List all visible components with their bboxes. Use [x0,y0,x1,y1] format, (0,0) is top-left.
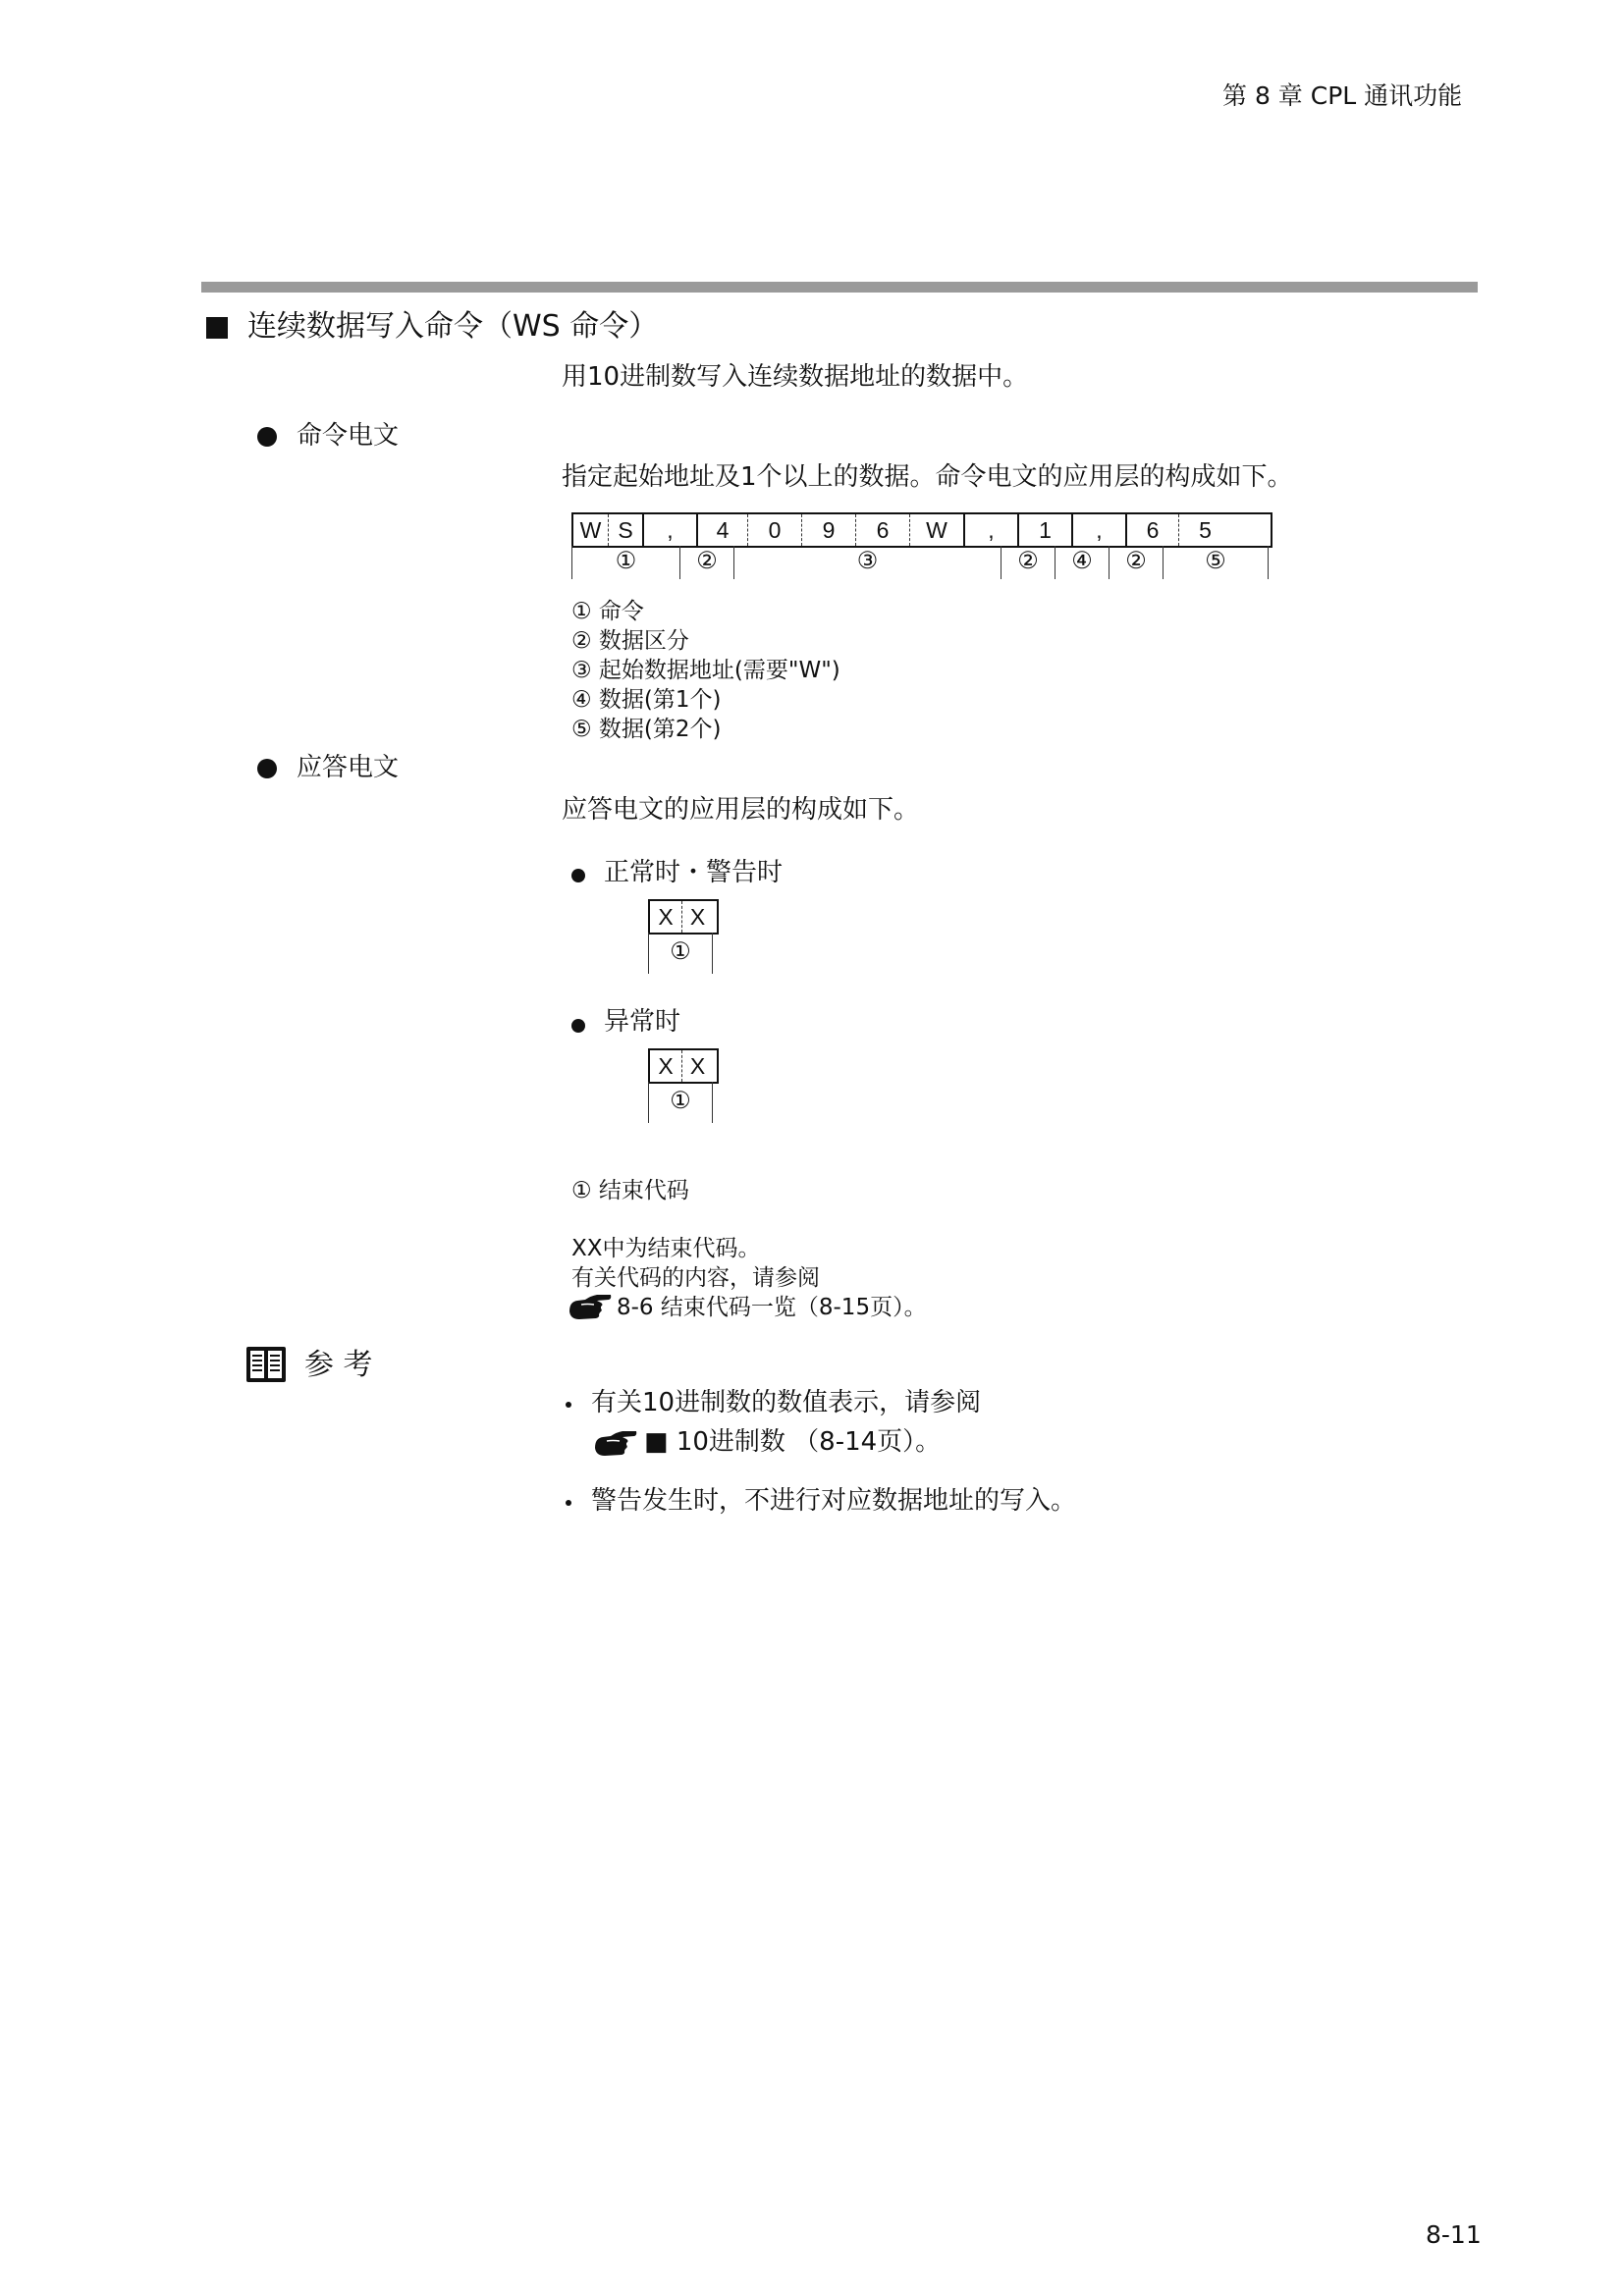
normal-case-title: 正常时・警告时 [604,858,784,887]
normal-response-frame [648,899,719,934]
cross-reference[interactable]: 8-6 结束代码一览（8-15页）。 [617,1295,927,1320]
frame-byte: 9 [801,514,855,546]
frame-field-label: ② [1109,546,1163,579]
note-text: 有关代码的内容，请参阅 [571,1265,820,1291]
frame-byte: 1 [1017,514,1071,546]
frame-byte: 0 [747,514,801,546]
frame-byte: X [658,1053,674,1079]
frame-field-label: ① [648,1082,713,1123]
frame-byte: , [963,514,1017,546]
frame-field-label: ② [679,546,733,579]
frame-field-label: ① [571,546,679,579]
section-intro: 用10进制数写入连续数据地址的数据中。 [562,362,1029,392]
section-title: 连续数据写入命令（WS 命令） [247,309,659,344]
section-divider [201,282,1478,293]
frame-byte: , [642,514,696,546]
frame-byte: W [579,517,602,543]
frame-byte: 5 [1178,514,1231,546]
legend-item: ① 结束代码 [571,1178,689,1203]
pointing-hand-icon [568,1292,613,1321]
command-frame [571,512,1272,548]
reference-heading: 参 考 [304,1348,373,1382]
abnormal-case-title: 异常时 [604,1007,681,1037]
abnormal-response-frame [648,1048,719,1084]
frame-byte: , [1071,514,1125,546]
response-description: 应答电文的应用层的构成如下。 [562,795,920,825]
reference-item: 有关10进制数的数值表示，请参阅 [591,1388,982,1417]
bullet-icon [566,1402,571,1408]
command-heading: 命令电文 [297,421,400,451]
frame-field-label: ⑤ [1163,546,1269,579]
bullet-icon [566,1500,571,1506]
frame-byte: 6 [1125,514,1178,546]
frame-field-label: ③ [733,546,1001,579]
command-description: 指定起始地址及1个以上的数据。命令电文的应用层的构成如下。 [562,462,1293,492]
frame-byte: X [658,904,674,930]
frame-byte: 4 [696,514,747,546]
abnormal-response-labels [648,1082,713,1123]
legend-item: ⑤ 数据(第2个) [571,717,722,742]
response-heading: 应答电文 [297,753,400,782]
frame-byte: 6 [855,514,909,546]
command-frame-labels [571,546,1269,579]
bullet-icon [571,869,585,882]
book-icon [245,1345,287,1384]
legend-item: ③ 起始数据地址(需要"W") [571,658,840,683]
bullet-icon [257,759,277,778]
frame-byte: S [608,514,642,546]
frame-field-label: ② [1001,546,1055,579]
frame-field-label: ① [648,933,713,974]
chapter-header: 第 8 章 CPL 通讯功能 [1222,81,1463,110]
legend-item: ① 命令 [571,599,644,624]
legend-item: ② 数据区分 [571,628,689,654]
note-text: XX中为结束代码。 [571,1236,761,1261]
bullet-icon [257,427,277,447]
section-square-icon [206,317,228,339]
frame-byte: X [681,901,713,933]
legend-item: ④ 数据(第1个) [571,687,722,713]
page-number: 8-11 [1426,2220,1482,2249]
pointing-hand-icon [593,1428,638,1458]
frame-byte: X [681,1050,713,1082]
frame-field-label: ④ [1055,546,1109,579]
frame-byte: W [909,514,963,546]
bullet-icon [571,1019,585,1033]
reference-item: 警告发生时，不进行对应数据地址的写入。 [591,1486,1077,1516]
normal-response-labels [648,933,713,974]
cross-reference[interactable]: ■ 10进制数 （8-14页）。 [644,1427,942,1457]
